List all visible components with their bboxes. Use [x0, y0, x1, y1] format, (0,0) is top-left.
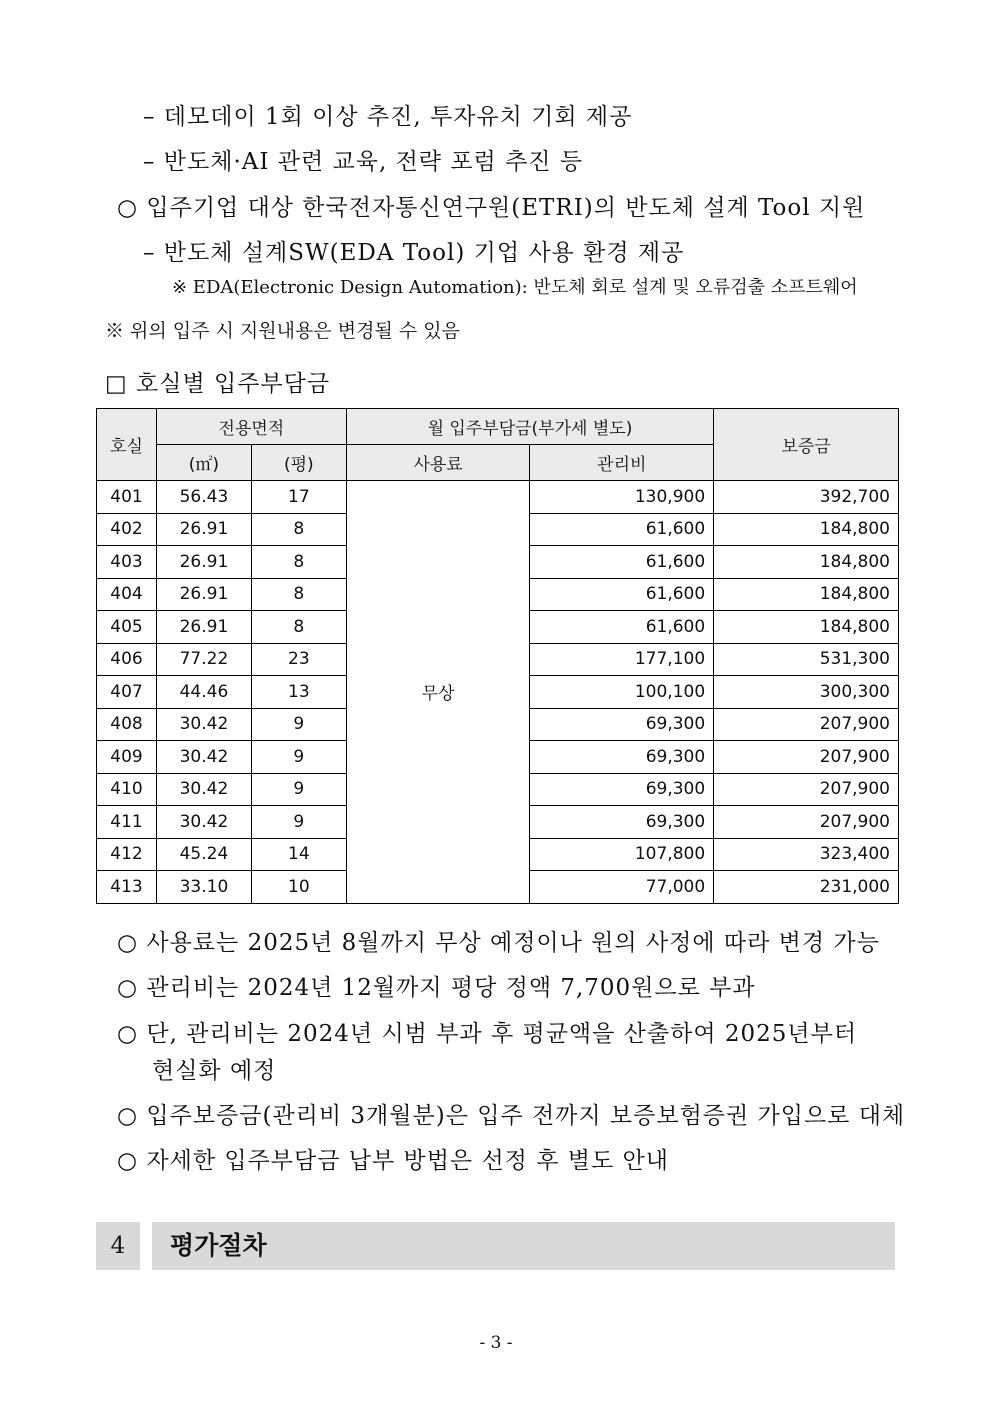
cell-area-m2: 26.91 — [156, 611, 251, 644]
cell-deposit: 207,900 — [714, 708, 899, 741]
room-fee-table — [96, 408, 899, 904]
section-title: 평가절차 — [152, 1222, 895, 1270]
cell-room: 411 — [97, 806, 157, 839]
cell-area-m2: 56.43 — [156, 481, 251, 514]
cell-mgmt-fee: 100,100 — [530, 676, 714, 709]
cell-area-m2: 30.42 — [156, 806, 251, 839]
cell-mgmt-fee: 61,600 — [530, 578, 714, 611]
cell-room: 412 — [97, 838, 157, 871]
cell-area-pyeong: 10 — [251, 871, 346, 904]
header-area-m2: (㎡) — [156, 445, 251, 481]
cell-mgmt-fee: 69,300 — [530, 806, 714, 839]
cell-mgmt-fee: 69,300 — [530, 773, 714, 806]
cell-deposit: 300,300 — [714, 676, 899, 709]
bullet-demoday: – 데모데이 1회 이상 추진, 투자유치 기회 제공 — [143, 104, 633, 130]
header-area-pyeong: (평) — [251, 445, 346, 481]
header-deposit: 보증금 — [714, 409, 899, 481]
cell-area-m2: 33.10 — [156, 871, 251, 904]
cell-deposit: 184,800 — [714, 611, 899, 644]
cell-mgmt-fee: 61,600 — [530, 611, 714, 644]
cell-room: 410 — [97, 773, 157, 806]
cell-area-pyeong: 9 — [251, 708, 346, 741]
cell-mgmt-fee: 107,800 — [530, 838, 714, 871]
cell-mgmt-fee: 61,600 — [530, 546, 714, 579]
cell-room: 403 — [97, 546, 157, 579]
cell-deposit: 184,800 — [714, 578, 899, 611]
cell-area-pyeong: 8 — [251, 578, 346, 611]
cell-area-pyeong: 13 — [251, 676, 346, 709]
cell-room: 406 — [97, 643, 157, 676]
note-payment-method: ○ 자세한 입주부담금 납부 방법은 선정 후 별도 안내 — [117, 1148, 669, 1174]
page-number: - 3 - — [479, 1333, 513, 1353]
cell-room: 413 — [97, 871, 157, 904]
note-mgmt-fee: ○ 관리비는 2024년 12월까지 평당 정액 7,700원으로 부과 — [117, 975, 756, 1001]
cell-deposit: 207,900 — [714, 773, 899, 806]
bullet-education: – 반도체·AI 관련 교육, 전략 포럼 추진 등 — [143, 149, 584, 175]
cell-deposit: 207,900 — [714, 741, 899, 774]
cell-area-m2: 26.91 — [156, 578, 251, 611]
header-usage-fee: 사용료 — [346, 445, 530, 481]
cell-area-pyeong: 17 — [251, 481, 346, 514]
cell-deposit: 531,300 — [714, 643, 899, 676]
note-mgmt-fee-realization: ○ 단, 관리비는 2024년 시범 부과 후 평균액을 산출하여 2025년부터 — [117, 1021, 858, 1047]
section-4-header — [96, 1222, 895, 1270]
cell-usage-fee: 무상 — [346, 481, 530, 904]
bullet-eda-tool: – 반도체 설계SW(EDA Tool) 기업 사용 환경 제공 — [143, 240, 685, 266]
note-subject-to-change: ※ 위의 입주 시 지원내용은 변경될 수 있음 — [105, 320, 460, 342]
cell-room: 409 — [97, 741, 157, 774]
note-deposit: ○ 입주보증금(관리비 3개월분)은 입주 전까지 보증보험증권 가입으로 대체 — [117, 1103, 906, 1129]
circle-etri-support: ○ 입주기업 대상 한국전자통신연구원(ETRI)의 반도체 설계 Tool 지원 — [117, 195, 866, 221]
cell-deposit: 231,000 — [714, 871, 899, 904]
cell-room: 408 — [97, 708, 157, 741]
cell-room: 402 — [97, 513, 157, 546]
section-heading-room-fees: □ 호실별 입주부담금 — [105, 371, 331, 397]
cell-mgmt-fee: 177,100 — [530, 643, 714, 676]
cell-deposit: 184,800 — [714, 546, 899, 579]
cell-room: 401 — [97, 481, 157, 514]
cell-area-m2: 77.22 — [156, 643, 251, 676]
cell-area-pyeong: 23 — [251, 643, 346, 676]
note-eda-definition: ※ EDA(Electronic Design Automation): 반도체 회로 설계 및 오류검출 소프트웨어 — [172, 277, 858, 298]
cell-room: 405 — [97, 611, 157, 644]
cell-mgmt-fee: 69,300 — [530, 708, 714, 741]
cell-area-pyeong: 9 — [251, 741, 346, 774]
cell-area-m2: 45.24 — [156, 838, 251, 871]
note-mgmt-fee-realization-cont: 현실화 예정 — [152, 1058, 277, 1084]
cell-deposit: 207,900 — [714, 806, 899, 839]
cell-deposit: 392,700 — [714, 481, 899, 514]
cell-mgmt-fee: 130,900 — [530, 481, 714, 514]
cell-area-pyeong: 8 — [251, 611, 346, 644]
cell-deposit: 323,400 — [714, 838, 899, 871]
cell-area-m2: 30.42 — [156, 773, 251, 806]
header-mgmt-fee: 관리비 — [530, 445, 714, 481]
cell-area-m2: 30.42 — [156, 708, 251, 741]
note-usage-fee: ○ 사용료는 2025년 8월까지 무상 예정이나 원의 사정에 따라 변경 가능 — [117, 930, 880, 956]
cell-area-pyeong: 8 — [251, 546, 346, 579]
cell-area-pyeong: 8 — [251, 513, 346, 546]
cell-room: 407 — [97, 676, 157, 709]
cell-mgmt-fee: 61,600 — [530, 513, 714, 546]
cell-room: 404 — [97, 578, 157, 611]
cell-area-m2: 26.91 — [156, 546, 251, 579]
table-row — [97, 481, 899, 514]
cell-area-m2: 44.46 — [156, 676, 251, 709]
header-room: 호실 — [97, 409, 157, 481]
cell-mgmt-fee: 77,000 — [530, 871, 714, 904]
cell-area-pyeong: 9 — [251, 773, 346, 806]
section-number: 4 — [96, 1222, 140, 1270]
cell-deposit: 184,800 — [714, 513, 899, 546]
cell-mgmt-fee: 69,300 — [530, 741, 714, 774]
header-area: 전용면적 — [156, 409, 346, 445]
cell-area-m2: 30.42 — [156, 741, 251, 774]
header-monthly-fee: 월 입주부담금(부가세 별도) — [346, 409, 713, 445]
cell-area-m2: 26.91 — [156, 513, 251, 546]
cell-area-pyeong: 9 — [251, 806, 346, 839]
cell-area-pyeong: 14 — [251, 838, 346, 871]
